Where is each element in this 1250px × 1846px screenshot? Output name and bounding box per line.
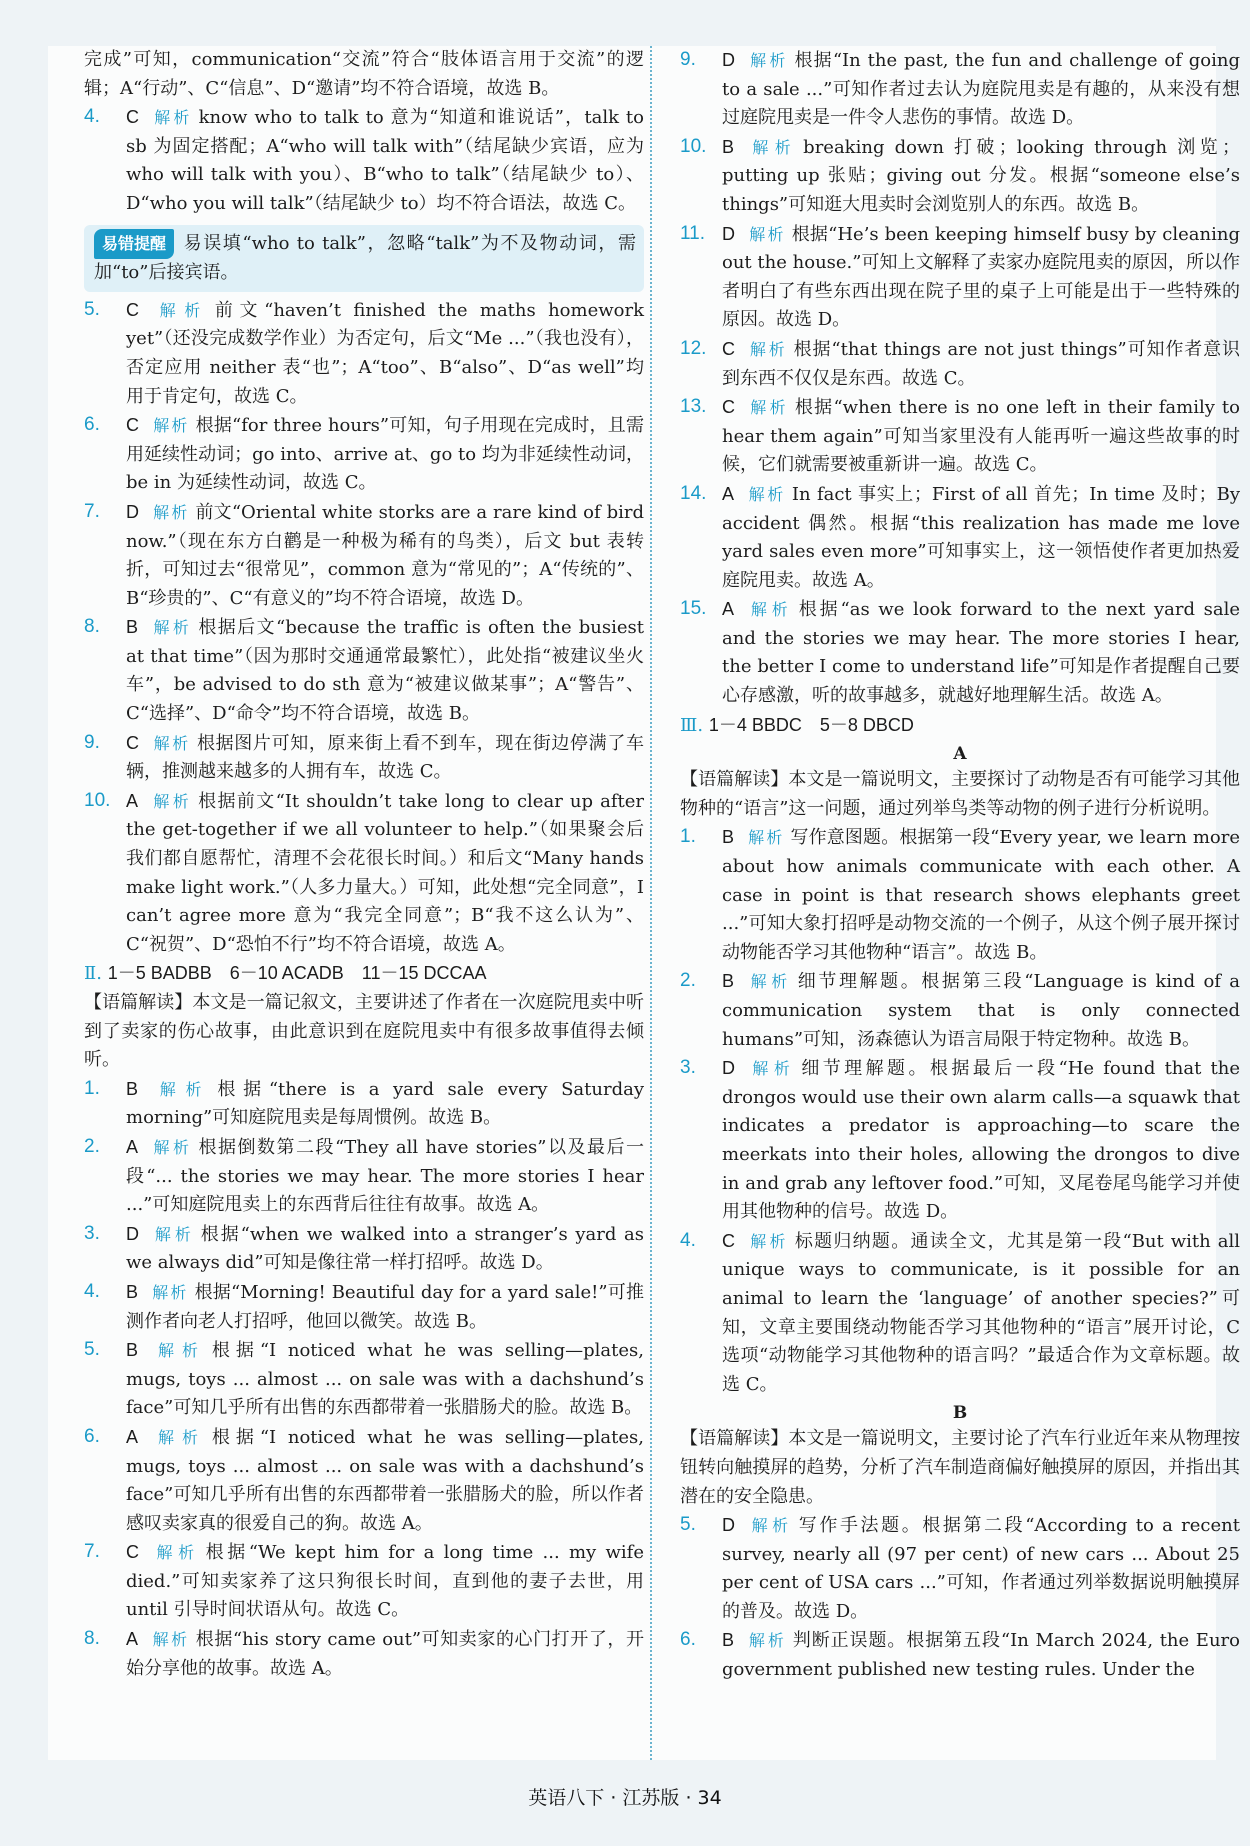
answer-letter: B [722,1630,735,1651]
analysis-tag: 解析 [152,1427,206,1447]
section-3-answers: Ⅲ. 1－4 BBDC 5－8 DBCD [680,714,914,736]
item-number: 1. [84,1077,100,1099]
analysis-text: 根据“as we look forward to the next yard sale and the stories we may hear. The more stories I hear, the better I come to understand life”可知是作者提醒自己要心存感激，听的故事越多，就越好地理解生活。故选 A。 [722,599,1240,707]
left-column [84,46,644,1683]
analysis-text: 根据“when we walked into a stranger’s yard as we always did”可知是像往常一样打招呼。故选 D。 [126,1223,644,1274]
answer-item [84,1538,644,1625]
analysis-text: 根据“He’s been keeping himself busy by cleaning out the house.”可知上文解释了卖家办庭院甩卖的原因，所以作者明白了有些东西出现在院子里的桌子上可能是出于一些特殊的原因。故选 D。 [722,223,1240,331]
section-a-heading: A [953,744,967,765]
analysis-text: know who to talk to 意为“知道和谁说话”，talk to sb 为固定搭配；A“who will talk with”（结尾缺少宾语，应为 who will talk with you）、B“who to talk”（结尾缺少 to）、D“who you will talk”（结尾缺少 to）均不符合语法，故选 C。 [126,107,644,214]
analysis-text: 标题归纳题。通读全文，尤其是第一段“But with all unique ways to communicate, is it possible for an animal to learn the ‘language’ of another species?”可知，文章主要围绕动物能否学习其他物种的“语言”展开讨论，C 选项“动物能学习其他物种的语言吗？”最适合作为文章标题。故选 C。 [722,1230,1240,1395]
answer-letter: C [126,1542,139,1563]
item-number: 8. [84,616,100,638]
analysis-text: 根据后文“because the traffic is often the busiest at that time”（因为那时交通通常最繁忙），此处指“被建议坐火车”，be advised to do sth 意为“被建议做某事”；A“警告”、C“选择”、D“命令”均不符合语境，故选 B。 [126,617,644,725]
answer-item [84,1423,644,1538]
analysis-text: 细节理解题。根据第三段“Language is kind of a communication system that is only connected humans”可知，汤森德认为语言局限于特定物种。故选 B。 [722,971,1240,1050]
answer-item [680,595,1240,710]
answer-letter: D [722,1058,735,1079]
answer-item [680,220,1240,335]
analysis-text: 根据前文“It shouldn’t take long to clear up after the get-together if we all volunteer to help.”（如果聚会后我们都自愿帮忙，清理不会花很长时间。）和后文“Many hands make light work.”（人多力量大。）可知，此处想“完全同意”，I can’t agree more 意为“我完全同意”；B“我不这么认为”、C“祝贺”、D“恐怕不行”均不符合语境，故选 A。 [126,790,644,955]
answer-letter: C [126,415,139,436]
answer-item [680,393,1240,480]
analysis-tag: 解析 [152,1282,189,1302]
item-number: 1. [680,826,696,848]
answer-letter: C [126,732,139,753]
answer-item [680,1054,1240,1227]
analysis-text: breaking down 打破；looking through 浏览；putting up 张贴；giving out 分发。根据“someone else’s things”可知逛大甩卖时会浏览别人的东西。故选 B。 [722,136,1240,215]
analysis-tag: 解析 [153,300,209,320]
analysis-text: 根据“Morning! Beautiful day for a yard sale!”可推测作者向老人打招呼，他回以微笑。故选 B。 [126,1281,644,1332]
item-number: 6. [84,1425,100,1447]
answer-item [680,335,1240,393]
item-number: 9. [84,731,100,753]
analysis-text: 判断正误题。根据第五段“In March 2024, the Euro government published new testing rules. Under the [722,1630,1240,1681]
item-number: 5. [680,1514,696,1536]
item-number: 5. [84,1339,100,1361]
item-number: 8. [84,1628,100,1650]
answer-letter: A [126,1426,139,1447]
analysis-tag: 解析 [749,51,789,70]
item-number: 11. [680,222,706,244]
analysis-tag: 解析 [153,1224,195,1244]
answer-letter: A [722,483,735,504]
analysis-text: 根据“there is a yard sale every Saturday morning”可知庭院甩卖是每周惯例。故选 B。 [126,1078,644,1129]
passage-reading-b: 【语篇解读】本文是一篇说明文，主要讨论了汽车行业近年来从物理按钮转向触摸屏的趋势，分析了汽车制造商偏好触摸屏的原因，并指出其潜在的安全隐患。 [680,1428,1241,1507]
analysis-text: 根据图片可知，原来街上看不到车，现在街边停满了车辆，推测越来越多的人拥有车，故选 C。 [126,732,644,783]
answer-letter: B [722,136,735,157]
answer-letter: B [722,827,735,848]
answer-letter: D [126,1223,139,1244]
item-number: 5. [84,298,100,320]
answer-letter: D [722,223,735,244]
answer-letter: A [126,1629,139,1650]
column-divider [650,46,652,1760]
answer-item [84,411,644,498]
answer-item [84,787,644,960]
analysis-tag: 解析 [748,828,785,848]
answer-item [680,133,1240,220]
analysis-text: 根据“for three hours”可知，句子用现在完成时，且需用延续性动词；go into、arrive at、go to 均为非延续性动词，be in 为延续性动词，故选 C。 [126,415,644,494]
tip-badge: 易错提醒 [94,229,174,260]
analysis-tag: 解析 [749,1231,789,1251]
analysis-text: 根据“We kept him for a long time ... my wife died.”可知卖家养了这只狗很长时间，直到他的妻子去世，用 until 引导时间状语从句。故选 C。 [126,1542,644,1621]
analysis-tag: 解析 [748,137,798,157]
answer-item [680,46,1240,133]
answer-letter: B [126,1078,139,1099]
section-2-answers: Ⅱ. 1－5 BADBB 6－10 ACADB 11－15 DCCAA [84,963,487,985]
passage-reading: 【语篇解读】本文是一篇记叙文，主要讲述了作者在一次庭院甩卖中听到了卖家的伤心故事，由此意识到在庭院甩卖中有很多故事值得去倾听。 [84,992,645,1071]
answer-item [84,498,644,613]
analysis-tag: 解析 [748,972,792,992]
analysis-text: In fact 事实上；First of all 首先；In time 及时；By accident 偶然。根据“this realization has made me love yard sales even more”可知事实上，这一领悟使作者更加热爱庭院甩卖。故选 A。 [722,483,1240,591]
analysis-tag: 解析 [152,1137,193,1157]
analysis-tag: 解析 [749,1516,793,1536]
analysis-text: 细节理解题。根据最后一段“He found that the drongos would use their own alarm calls—a squawk that indicates a predator is approaching—to scare the meerkats into their holes, allowing the drongos to dive in and grab any leftover food.”可知，叉尾卷尾鸟能学习并使用其他物种的信号。故选 D。 [722,1058,1240,1223]
analysis-tag: 解析 [152,618,193,638]
answer-page [48,46,1241,1760]
analysis-text: 写作手法题。根据第二段“According to a recent survey, nearly all (97 per cent) of new cars ... About 25 per cent of USA cars ...”可知，作者通过列举数据说明触摸屏的普及。故选 D。 [722,1515,1240,1622]
answer-letter: B [722,971,735,992]
item-number: 7. [84,500,100,522]
answer-item [84,1625,644,1683]
analysis-tag: 解析 [153,502,190,522]
analysis-text: 根据“his story came out”可知卖家的心门打开了，开始分享他的故事。故选 A。 [126,1629,644,1679]
answer-letter: D [722,1515,735,1536]
analysis-tag: 解析 [153,733,191,753]
analysis-tag: 解析 [749,224,786,244]
analysis-text: 根据“In the past, the fun and challenge of going to a sale ...”可知作者过去认为庭院甩卖是有趣的，从来没有想过庭院甩卖是一件令人悲伤的事情。故选 D。 [722,50,1240,129]
answer-letter: C [722,338,735,359]
answer-item [680,1626,1240,1684]
answer-letter: A [126,1136,139,1157]
item-number: 10. [84,789,111,811]
answer-letter: D [126,501,139,522]
analysis-tag: 解析 [748,1631,787,1651]
answer-item [680,823,1240,967]
analysis-tag: 解析 [749,339,788,359]
item-number: 13. [680,396,707,418]
analysis-text: 前文“haven’t finished the maths homework yet”（还没完成数学作业）为否定句，后文“Me ...”（我也没有），否定应用 neither 表“也”；A“too”、B“also”、D“as well”均用于肯定句，故选 C。 [126,299,644,407]
analysis-tag: 解析 [152,1079,212,1099]
tip-text: 易误填“who to talk”，忽略“talk”为不及物动词，需加“to”后接宾语。 [94,232,636,284]
answer-letter: A [722,599,735,620]
answer-letter: B [126,1281,139,1302]
analysis-tag: 解析 [749,398,789,418]
answer-letter: C [126,299,139,320]
analysis-tag: 解析 [153,108,193,128]
analysis-text: 根据“that things are not just things”可知作者意识到东西不仅仅是东西。故选 C。 [722,338,1240,389]
answer-item [84,296,644,411]
item-number: 15. [680,598,707,620]
item-number: 4. [680,1229,696,1251]
mistake-tip [84,225,644,292]
analysis-tag: 解析 [153,1543,200,1563]
answer-letter: B [126,617,139,638]
right-column [680,46,1240,1685]
answer-item [84,1133,644,1220]
analysis-text: 前文“Oriental white storks are a rare kind of bird now.”（现在东方白鹳是一种极为稀有的鸟类），后文 but 表转折，可知过去“很常见”，common 意为“常见的”；A“传统的”、B“珍贵的”、C“有意义的”均不符合语境，故选 D。 [126,501,644,609]
item-number: 6. [680,1629,696,1651]
item-number: 3. [680,1057,696,1079]
answer-item [84,103,644,218]
intro-text: 完成”可知，communication“交流”符合“肢体语言用于交流”的逻辑；A“行动”、C“信息”、D“邀请”均不符合语境，故选 B。 [84,49,644,99]
passage-reading-a: 【语篇解读】本文是一篇说明文，主要探讨了动物是否有可能学习其他物种的“语言”这一问题，通过列举鸟类等动物的例子进行分析说明。 [680,769,1241,819]
answer-letter: A [126,790,139,811]
item-number: 7. [84,1541,100,1563]
answer-letter: C [722,397,735,418]
answer-item [84,729,644,787]
analysis-text: 根据倒数第二段“They all have stories”以及最后一段“... the stories we may hear. The more stories I hear ...”可知庭院甩卖上的东西背后往往有故事。故选 A。 [126,1136,644,1216]
answer-item [84,1075,644,1133]
item-number: 4. [84,1280,100,1302]
answer-item [680,1511,1240,1626]
answer-item [84,1278,644,1336]
answer-item [84,613,644,728]
item-number: 4. [84,106,100,128]
analysis-tag: 解析 [152,1630,190,1650]
answer-item [680,1227,1240,1400]
answer-item [84,1336,644,1423]
analysis-tag: 解析 [749,1059,796,1079]
analysis-tag: 解析 [152,791,193,811]
answer-item [680,480,1240,595]
analysis-tag: 解析 [153,416,190,436]
item-number: 3. [84,1222,100,1244]
item-number: 2. [680,970,696,992]
analysis-tag: 解析 [748,484,786,504]
analysis-text: 根据“when there is no one left in their family to hear them again”可知当家里没有人能再听一遍这些故事的时候，它们就需要被重新讲一遍。故选 C。 [722,397,1240,476]
answer-letter: D [722,50,735,70]
answer-letter: C [722,1230,735,1251]
analysis-tag: 解析 [748,600,793,620]
answer-letter: C [126,107,139,128]
analysis-text: 根据“I noticed what he was selling—plates, mugs, toys ... almost ... on sale was with a dachshund’s face”可知几乎所有出售的东西都带着一张腊肠犬的脸。故选 B。 [126,1340,644,1419]
item-number: 14. [680,482,707,504]
item-number: 12. [680,337,707,359]
page-footer: 英语八下 · 江苏版 · 34 [528,1787,722,1809]
item-number: 6. [84,414,100,436]
analysis-text: 写作意图题。根据第一段“Every year, we learn more about how animals communicate with each other. A case in point is that research shows elephants greet ...”可知大象打招呼是动物交流的一个例子，从这个例子展开探讨动物能否学习其他物种“语言”。故选 B。 [722,827,1240,963]
analysis-tag: 解析 [152,1341,206,1361]
analysis-text: 根据“I noticed what he was selling—plates, mugs, toys ... almost ... on sale was with a dachshund’s face”可知几乎所有出售的东西都带着一张腊肠犬的脸，所以作者感叹卖家真的很爱自己的狗。故选 A。 [126,1426,644,1534]
item-number: 10. [680,135,707,157]
section-b-heading: B [952,1403,968,1424]
answer-item [84,1220,644,1278]
item-number: 2. [84,1135,100,1157]
answer-item [680,967,1240,1054]
answer-letter: B [126,1340,139,1361]
item-number: 9. [680,49,696,70]
